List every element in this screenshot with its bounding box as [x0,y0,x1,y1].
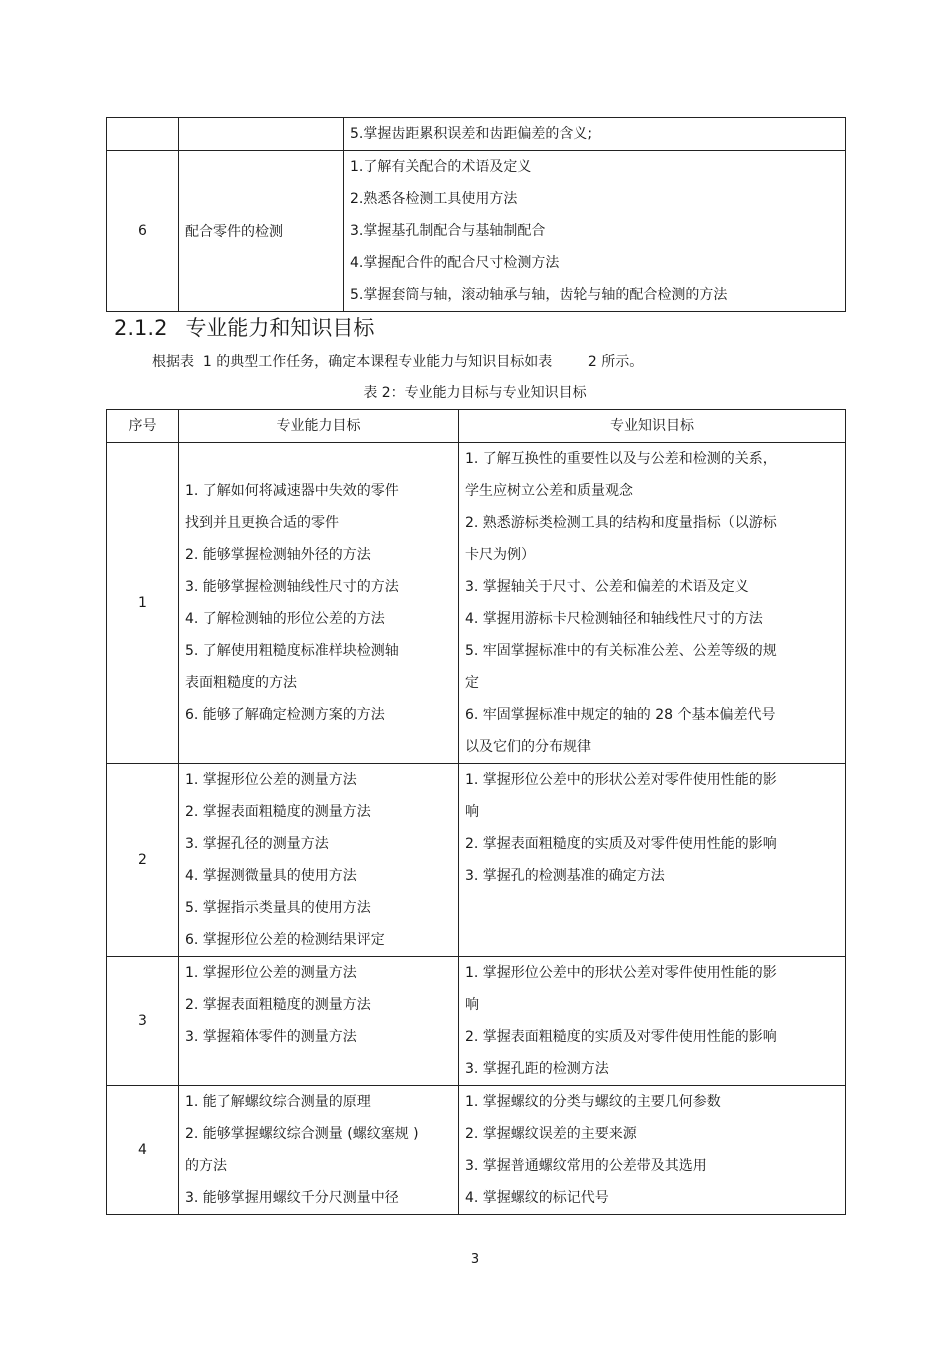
list-item: 以及它们的分布规律 [465,739,591,755]
list-item: 6. 牢固掌握标准中规定的轴的 28 个基本偏差代号 [465,707,776,723]
header-ability: 专业能力目标 [179,410,459,443]
list-item: 3. 掌握普通螺纹常用的公差带及其选用 [465,1158,707,1174]
list-item: 1. 了解如何将减速器中失效的零件 [185,483,399,499]
list-item: 2. 掌握表面粗糙度的测量方法 [185,804,371,820]
list-item: 1. 掌握形位公差中的形状公差对零件使用性能的影 [465,772,777,788]
row-num: 2 [107,764,179,957]
list-item: 3. 能够掌握检测轴线性尺寸的方法 [185,579,399,595]
row-num: 3 [107,957,179,1086]
list-item: 的方法 [185,1158,227,1174]
list-item: 4. 掌握螺纹的标记代号 [465,1190,609,1206]
knowledge-cell [459,764,846,957]
list-item: 2. 掌握螺纹误差的主要来源 [465,1126,637,1142]
list-item: 学生应树立公差和质量观念 [465,483,633,499]
list-item: 5. 了解使用粗糙度标准样块检测轴 [185,643,399,659]
ability-cell [179,443,459,764]
list-item: 1. 掌握螺纹的分类与螺纹的主要几何参数 [465,1094,721,1110]
list-item: 定 [465,675,479,691]
section-title: 专业能力和知识目标 [185,316,375,340]
table-cell-num: 6 [107,151,179,312]
table-cell-num [107,118,179,151]
ability-cell [179,1086,459,1215]
table-cell-name: 配合零件的检测 [179,151,344,312]
list-item: 表面粗糙度的方法 [185,675,297,691]
list-item: 3.掌握基孔制配合与基轴制配合 [350,223,546,239]
list-item: 3. 掌握孔距的检测方法 [465,1061,609,1077]
list-item: 5.掌握套筒与轴，滚动轴承与轴，齿轮与轴的配合检测的方法 [350,287,728,303]
list-item: 4. 掌握用游标卡尺检测轴径和轴线性尺寸的方法 [465,611,763,627]
list-item: 2. 熟悉游标类检测工具的结构和度量指标（以游标 [465,515,777,531]
list-item: 4. 掌握测微量具的使用方法 [185,868,357,884]
list-item: 1. 掌握形位公差的测量方法 [185,965,357,981]
table-row [107,764,846,957]
list-item: 1. 能了解螺纹综合测量的原理 [185,1094,371,1110]
section-heading [114,311,374,345]
list-item: 4. 了解检测轴的形位公差的方法 [185,611,385,627]
list-item: 5. 掌握指示类量具的使用方法 [185,900,371,916]
list-item: 2. 能够掌握检测轴外径的方法 [185,547,371,563]
table-header-row [107,410,846,443]
header-knowledge: 专业知识目标 [459,410,846,443]
list-item: 2. 掌握表面粗糙度的实质及对零件使用性能的影响 [465,1029,777,1045]
ability-cell [179,957,459,1086]
list-item: 1.了解有关配合的术语及定义 [350,159,532,175]
list-item: 2.熟悉各检测工具使用方法 [350,191,518,207]
knowledge-cell [459,957,846,1086]
task-table [106,117,846,312]
ability-cell [179,764,459,957]
table-row [107,1086,846,1215]
list-item: 3. 掌握孔径的测量方法 [185,836,329,852]
section-number: 2.1.2 [114,316,168,340]
list-item: 1. 掌握形位公差中的形状公差对零件使用性能的影 [465,965,777,981]
list-item: 5. 牢固掌握标准中的有关标准公差、公差等级的规 [465,643,777,659]
objectives-table [106,409,846,1215]
intro-paragraph: 根据表 1 的典型工作任务，确定本课程专业能力与知识目标如表 2 所示。 [152,354,644,370]
list-item: 2. 掌握表面粗糙度的实质及对零件使用性能的影响 [465,836,777,852]
list-item: 1. 掌握形位公差的测量方法 [185,772,357,788]
list-item: 5.掌握齿距累积误差和齿距偏差的含义; [350,126,593,142]
table-cell-items [344,151,846,312]
list-item: 3. 掌握轴关于尺寸、公差和偏差的术语及定义 [465,579,749,595]
knowledge-cell [459,1086,846,1215]
list-item: 2. 能够掌握螺纹综合测量 (螺纹塞规 ) [185,1126,419,1142]
list-item: 6. 掌握形位公差的检测结果评定 [185,932,385,948]
list-item: 卡尺为例） [465,547,535,563]
list-item: 6. 能够了解确定检测方案的方法 [185,707,385,723]
header-num: 序号 [107,410,179,443]
page-number: 3 [470,1252,480,1267]
list-item: 3. 掌握孔的检测基准的确定方法 [465,868,665,884]
list-item: 响 [465,804,479,820]
list-item: 4.掌握配合件的配合尺寸检测方法 [350,255,560,271]
table-row [107,957,846,1086]
list-item: 找到并且更换合适的零件 [185,515,339,531]
table-caption: 表 2：专业能力目标与专业知识目标 [363,385,587,401]
row-num: 4 [107,1086,179,1215]
list-item: 2. 掌握表面粗糙度的测量方法 [185,997,371,1013]
table-row [107,118,846,151]
table-row [107,443,846,764]
table-row [107,151,846,312]
list-item: 3. 能够掌握用螺纹千分尺测量中径 [185,1190,399,1206]
table-cell-items [344,118,846,151]
list-item: 3. 掌握箱体零件的测量方法 [185,1029,357,1045]
knowledge-cell [459,443,846,764]
list-item: 1. 了解互换性的重要性以及与公差和检测的关系， [465,451,777,467]
list-item: 响 [465,997,479,1013]
row-num: 1 [107,443,179,764]
table-cell-name [179,118,344,151]
